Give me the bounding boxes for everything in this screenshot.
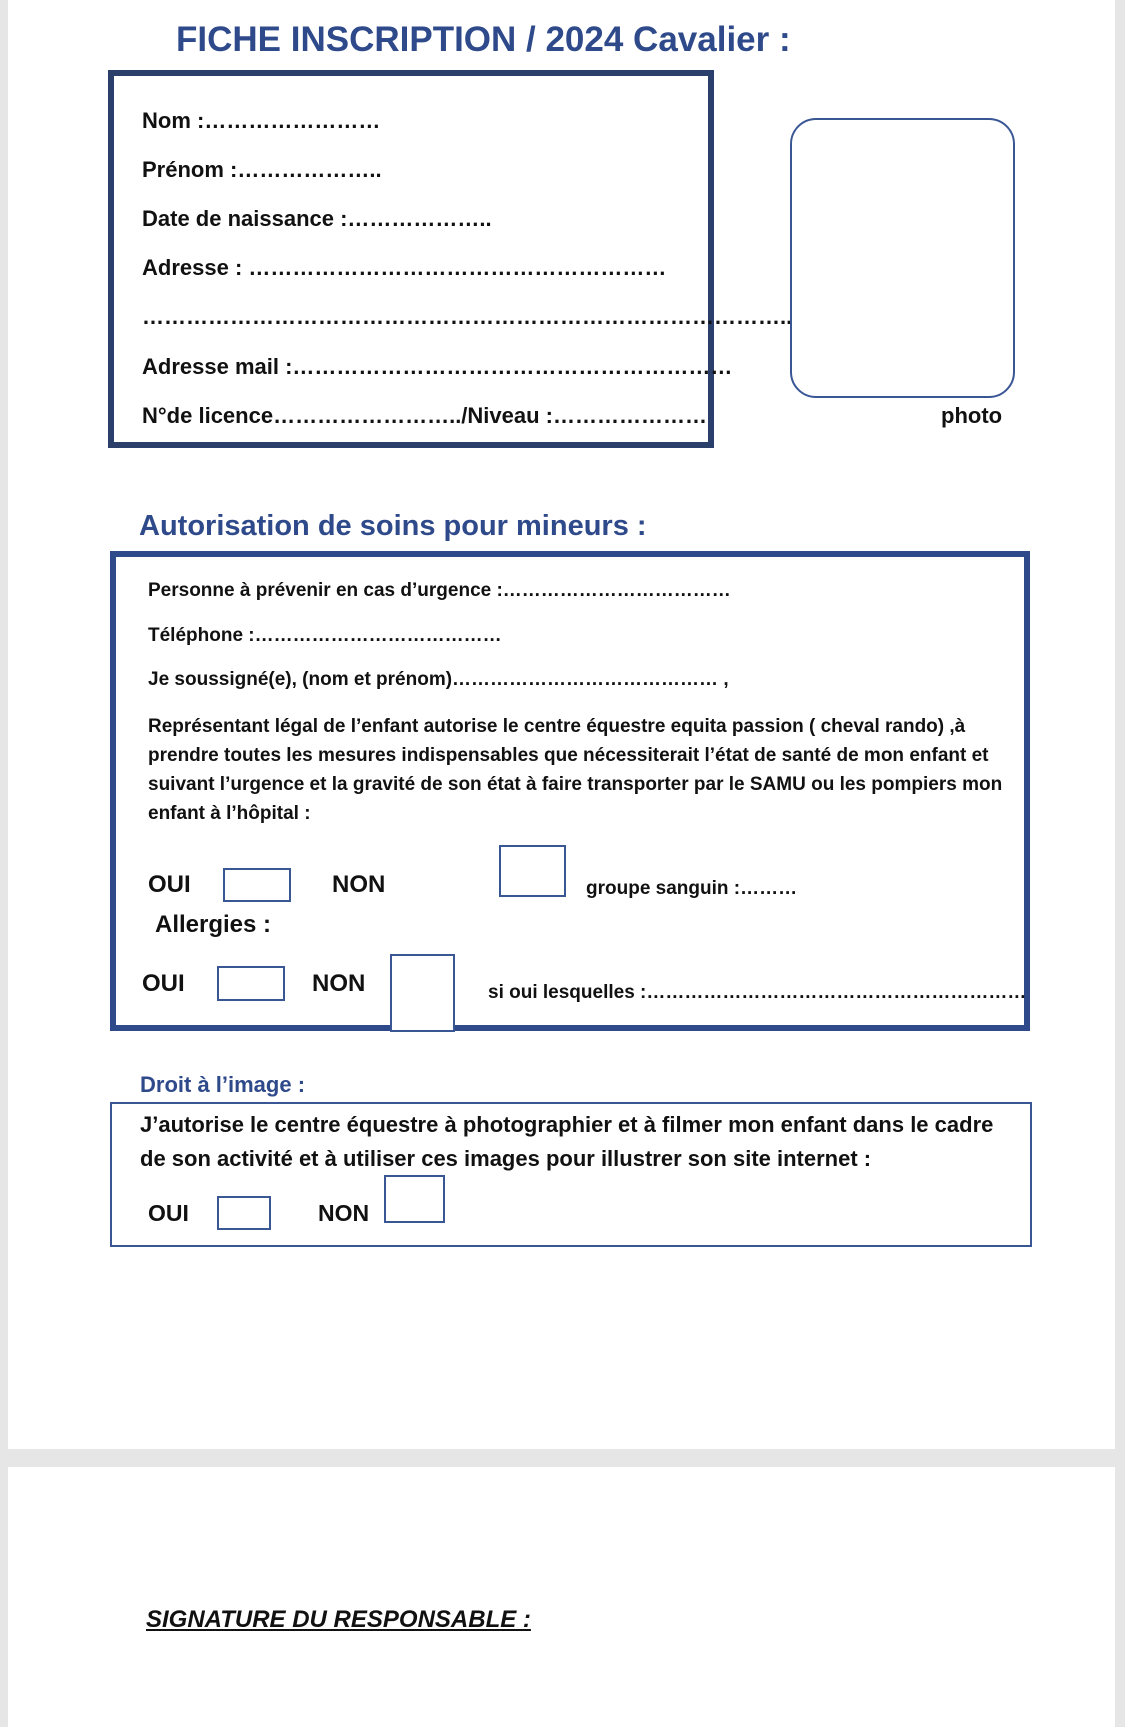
care-heading: Autorisation de soins pour mineurs : xyxy=(139,510,647,542)
blood-group-field[interactable]: groupe sanguin :……… xyxy=(586,878,798,899)
photo-label: photo xyxy=(941,403,1003,428)
signature-label: SIGNATURE DU RESPONSABLE : xyxy=(146,1606,531,1633)
prenom-field[interactable]: Prénom :……………….. xyxy=(142,157,382,182)
image-oui-label: OUI xyxy=(148,1200,189,1226)
allergy-non-checkbox[interactable] xyxy=(390,954,455,1032)
care-oui-checkbox[interactable] xyxy=(223,868,291,902)
birthdate-field[interactable]: Date de naissance :……………….. xyxy=(142,206,492,231)
allergy-details-field[interactable]: si oui lesquelles :…………………………………………………… xyxy=(488,982,1027,1003)
guardian-name-field[interactable]: Je soussigné(e), (nom et prénom)…………………………………… , xyxy=(148,669,729,690)
form-title: FICHE INSCRIPTION / 2024 Cavalier : xyxy=(176,20,791,59)
image-oui-checkbox[interactable] xyxy=(217,1196,271,1230)
allergy-oui-label: OUI xyxy=(142,970,185,997)
form-page xyxy=(8,0,1115,1449)
photo-frame[interactable] xyxy=(790,118,1015,398)
allergies-label: Allergies : xyxy=(155,911,272,938)
address-line2-field[interactable]: …………………………………………………………………………….. xyxy=(142,304,793,329)
licence-level-field[interactable]: N°de licence……………………../Niveau :………………… xyxy=(142,403,707,428)
care-oui-label: OUI xyxy=(148,871,191,898)
image-rights-text: J’autorise le centre équestre à photographier et à filmer mon enfant dans le cadre de son activité et à utiliser ces images pour illustrer son site internet : xyxy=(140,1112,994,1171)
address-field[interactable]: Adresse : ………………………………………………… xyxy=(142,255,667,280)
allergy-oui-checkbox[interactable] xyxy=(217,966,285,1001)
allergy-non-label: NON xyxy=(312,970,366,997)
nom-field[interactable]: Nom :…………………… xyxy=(142,108,381,133)
email-field[interactable]: Adresse mail :…………………………………………………… xyxy=(142,354,733,379)
phone-field[interactable]: Téléphone :………………………………… xyxy=(148,625,502,646)
emergency-contact-field[interactable]: Personne à prévenir en cas d’urgence :……………………………… xyxy=(148,580,731,601)
signature-page xyxy=(8,1467,1115,1727)
image-rights-heading: Droit à l’image : xyxy=(140,1072,306,1097)
care-authorization-text: Représentant légal de l’enfant autorise le centre équestre equita passion ( cheval rando) ,à prendre toutes les mesures indispensables que nécessiterait l’état de santé de mon enfant et suivant l’urgence et la gravité de son état à faire transporter par le SAMU ou les pompiers mon enfant à l’hôpital : xyxy=(148,716,1003,824)
care-non-checkbox[interactable] xyxy=(499,845,566,897)
care-non-label: NON xyxy=(332,871,386,898)
image-non-checkbox[interactable] xyxy=(384,1175,445,1223)
image-non-label: NON xyxy=(318,1200,370,1226)
